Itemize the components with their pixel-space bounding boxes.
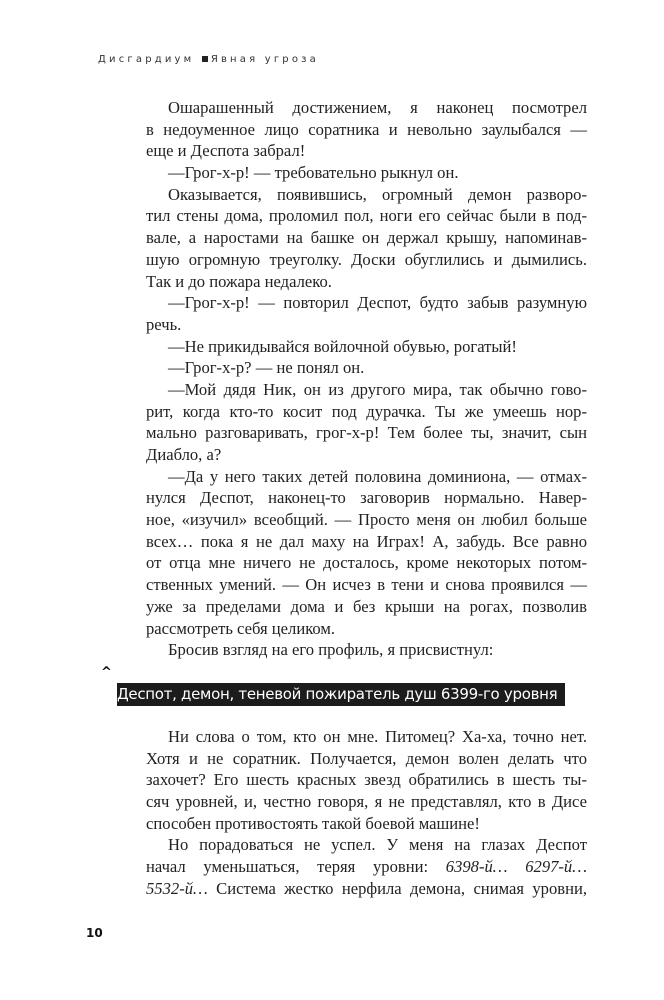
line-text: —Грог-х-р! — повторил Деспот, будто забыв разумную [168,293,587,313]
line-text: в недоуменное лицо соратника и невольно заулыбался — [146,119,587,139]
italic-levels: 6398-й… 6297-й… [445,857,587,877]
text-line [146,401,587,423]
line-text: шую огромную треуголку. Доски обуглились и дымились. [146,249,587,269]
text-line [146,726,587,748]
text-line [146,249,587,271]
text-line [146,466,587,488]
text-line [146,205,587,227]
text-line [146,487,587,509]
italic-levels: 5532-й… [146,878,208,898]
line-text: нулся Деспот, наконец-то заговорив нормально. Навер- [146,488,587,508]
line-text: речь. [146,314,182,334]
text-line [146,834,587,856]
line-text: Бросив взгляд на его профиль, я присвистнул: [168,640,494,660]
line-text: Ни слова о том, кто он мне. Питомец? Ха-ха, точно нет. [168,727,587,746]
line-text: сяч уровней, и, честно говоря, я не представлял, кто в Дисе [146,792,587,812]
line-text: мально разговаривать, грог-х-р! Тем более ты, значит, сын [146,423,587,443]
page-number: 10 [86,926,103,940]
line-text: Но порадоваться не успел. У меня на глазах Деспот [168,835,587,855]
text-line [146,596,587,618]
line-text: захочет? Его шесть красных звезд обратились в шесть ты- [146,770,587,790]
line-text: всех… пока я не дал маху на Играх! А, забудь. Все равно [146,531,587,551]
line-text: начал уменьшаться, теряя уровни: [146,857,429,877]
line-text: Оказывается, появившись, огромный демон разворо- [168,184,587,204]
line-text: —Мой дядя Ник, он из другого мира, так обычно гово- [168,379,587,399]
running-header [98,54,319,65]
line-text: —Не прикидывайся войлочной обувью, рогатый! [168,336,517,356]
profile-highlight: Деспот, демон, теневой пожиратель душ 6399-го уровня [117,683,565,706]
series-title: Дисгардиум [98,54,195,65]
text-line [146,379,587,401]
text-line [146,531,587,553]
text-line [146,813,587,835]
text-line [146,227,587,249]
book-title: Явная угроза [210,54,319,65]
text-line [146,119,587,141]
text-line [146,574,587,596]
text-line [146,878,587,900]
text-line [146,769,587,791]
line-text: Диабло, а? [146,445,222,464]
text-line [146,140,587,162]
line-text: вале, а наростами на башке он держал крышу, напоминав- [146,228,587,248]
line-text: —Да у него таких детей половина доминиона, — отмах- [168,466,587,486]
line-text: рит, когда кто-то косит под дурачка. Ты же умеешь нор- [146,401,587,421]
line-text: от отца мне ничего не досталось, кроме некоторых потом- [146,553,587,573]
line-text: рассмотреть себя целиком. [146,618,336,638]
line-text: Система жестко нерфила демона, снимая уровни, [216,878,587,898]
text-line [146,639,587,661]
line-text: Ошарашенный достижением, я наконец посмотрел [168,98,587,117]
body-text-upper [146,97,587,661]
text-line [146,292,587,314]
line-text: —Грог-х-р! — требовательно рыкнул он. [168,163,459,183]
text-line [146,271,587,293]
text-line [146,444,587,466]
text-line [146,357,587,379]
text-line [146,748,587,770]
text-line [146,856,587,878]
text-line [146,509,587,531]
line-text: уже за пределами дома и без крыши на рогах, позволив [146,596,587,616]
line-text: способен противостоять такой боевой машине! [146,813,480,833]
line-text: ственных умений. — Он исчез в тени и снова проявился — [146,575,587,595]
text-line [146,97,587,119]
text-line [146,314,587,336]
text-line [146,618,587,640]
text-line [146,791,587,813]
text-line [146,184,587,206]
body-text-lower [146,726,587,900]
text-line [146,552,587,574]
line-text: Так и до пожара недалеко. [146,271,332,291]
text-line [146,422,587,444]
caret-icon: ^ [101,665,112,680]
text-line [146,336,587,358]
square-separator-icon [202,56,208,62]
line-text: еще и Деспота забрал! [146,141,306,161]
line-text: —Грог-х-р? — не понял он. [168,358,365,378]
line-text: ное, «изучил» всеобщий. — Просто меня он любил больше [146,510,587,530]
text-line [146,162,587,184]
line-text: Хотя и не соратник. Получается, демон волен делать что [146,748,587,768]
line-text: тил стены дома, проломил пол, ноги его сейчас были в под- [146,206,587,226]
